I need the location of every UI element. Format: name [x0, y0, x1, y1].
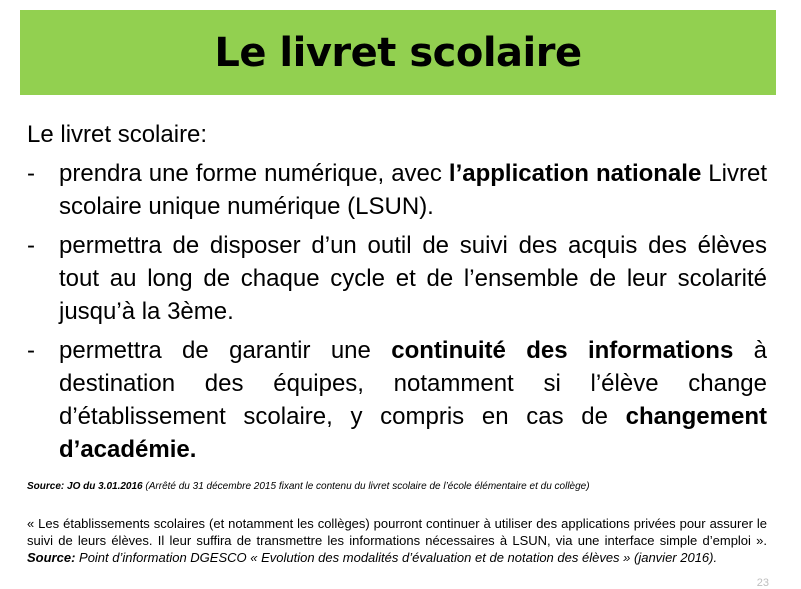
quote-source-label: Source: — [27, 550, 76, 565]
bullet-text-3 — [59, 334, 767, 466]
slide-title: Le livret scolaire — [214, 29, 582, 76]
quote-source-text: Point d’information DGESCO « Evolution des modalités d’évaluation et de notation des élèves » (janvier 2016). — [75, 550, 718, 565]
bullet-marker: - — [27, 232, 35, 259]
bullet-2-text-a: permettra de disposer d’un outil de suivi des acquis des élèves tout au long de chaque cycle et de l’ensemble de leur scolarité jusqu’à la 3ème. — [59, 232, 767, 325]
source-label: Source: JO du 3.01.2016 — [27, 481, 143, 492]
bullet-text-1 — [59, 157, 767, 223]
slide-body — [27, 118, 767, 472]
bullet-item-2 — [27, 229, 767, 328]
bullet-marker: - — [27, 160, 35, 187]
source-citation — [27, 481, 590, 492]
bullet-item-1 — [27, 157, 767, 223]
quote-text: « Les établissements scolaires (et notamment les collèges) pourront continuer à utiliser des applications privées pour assurer le suivi de leurs élèves. Il leur suffira de transmettre les informations nécessaires à LSUN, via une interface simple d’emploi ». — [27, 516, 767, 548]
bullet-marker: - — [27, 337, 35, 364]
bullet-text-2 — [59, 229, 767, 328]
bullet-1-text-b: Livret scolaire unique numérique (LSUN). — [59, 160, 767, 220]
bullet-3-text-a: permettra de garantir une — [59, 337, 392, 364]
bullet-3-bold-a: continuité des informations — [391, 337, 734, 364]
quote-paragraph — [27, 515, 767, 566]
source-detail: (Arrêté du 31 décembre 2015 fixant le contenu du livret scolaire de l’école élémentaire et du collège) — [142, 481, 590, 492]
bullet-3-bold-b: changement d’académie. — [59, 403, 767, 463]
bullet-3-text-b: à destination des équipes, notamment si l’élève change d’établissement scolaire, y compris en cas de — [59, 337, 767, 430]
bullet-1-bold-a: l’application nationale — [448, 160, 702, 187]
intro-text: Le livret scolaire: — [27, 121, 208, 148]
bullet-item-3 — [27, 334, 767, 466]
page-number: 23 — [756, 577, 769, 589]
bullet-1-text-a: prendra une forme numérique, avec — [59, 160, 449, 187]
title-banner — [20, 10, 776, 95]
